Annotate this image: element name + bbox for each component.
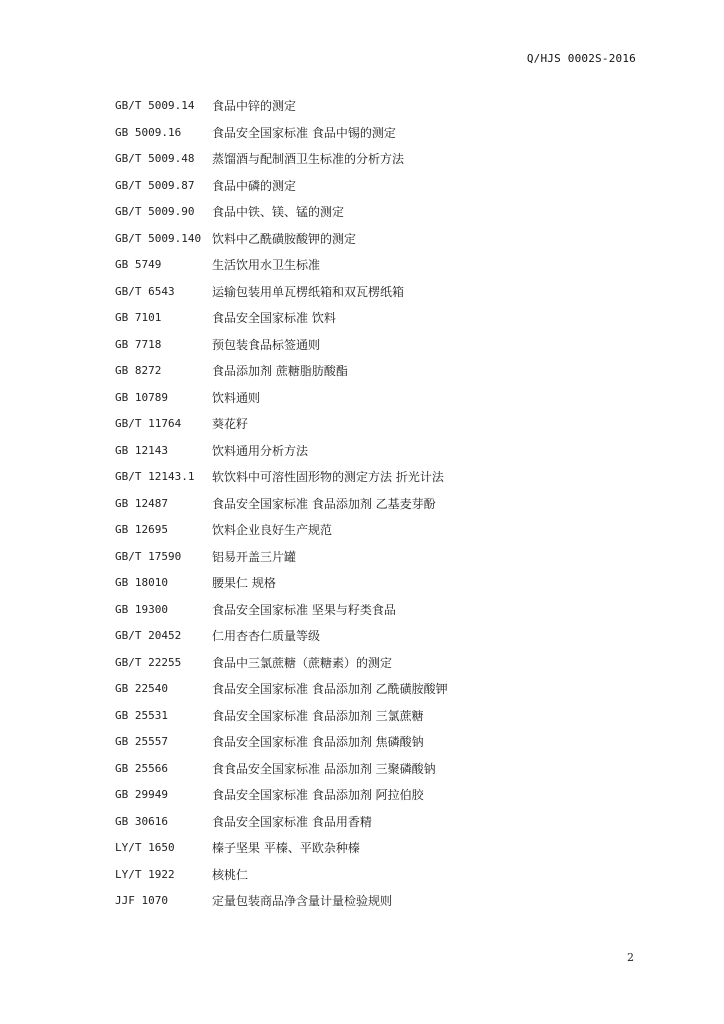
reference-code: GB/T 17590 bbox=[115, 549, 182, 563]
reference-code: LY/T 1922 bbox=[115, 867, 175, 881]
reference-title: 饮料通用分析方法 bbox=[212, 443, 309, 458]
reference-row bbox=[115, 653, 615, 680]
reference-code: GB 18010 bbox=[115, 576, 168, 589]
reference-code: LY/T 1650 bbox=[115, 841, 175, 854]
reference-row bbox=[115, 573, 615, 600]
reference-title: 食品安全国家标准 食品添加剂 乙基麦芽酚 bbox=[212, 496, 436, 511]
reference-code: GB 5009.16 bbox=[115, 125, 182, 139]
reference-title: 食品安全国家标准 食品添加剂 阿拉伯胶 bbox=[212, 788, 424, 802]
reference-row bbox=[115, 255, 615, 282]
reference-row bbox=[115, 441, 615, 468]
reference-title: 食品中三氯蔗糖（蔗糖素）的测定 bbox=[212, 655, 393, 670]
reference-title: 生活饮用水卫生标准 bbox=[212, 258, 321, 272]
page-number: 2 bbox=[627, 951, 634, 964]
reference-row bbox=[115, 891, 615, 918]
reference-row bbox=[115, 600, 615, 627]
reference-row bbox=[115, 202, 615, 229]
reference-row bbox=[115, 335, 615, 362]
reference-title: 食品中锌的测定 bbox=[212, 99, 297, 113]
reference-row bbox=[115, 467, 615, 494]
reference-code: GB 25557 bbox=[115, 735, 168, 748]
reference-row bbox=[115, 812, 615, 839]
reference-code: GB 8272 bbox=[115, 364, 162, 377]
reference-title: 榛子坚果 平榛、平欧杂种榛 bbox=[212, 841, 360, 855]
reference-code: GB 29949 bbox=[115, 788, 168, 801]
reference-title: 食品安全国家标准 食品添加剂 焦磷酸钠 bbox=[212, 735, 424, 749]
reference-title: 蒸馏酒与配制酒卫生标准的分析方法 bbox=[212, 152, 405, 166]
reference-code: GB/T 5009.140 bbox=[115, 231, 202, 245]
reference-row bbox=[115, 229, 615, 256]
reference-code: GB 5749 bbox=[115, 258, 162, 271]
reference-title: 葵花籽 bbox=[212, 417, 249, 431]
reference-row bbox=[115, 388, 615, 415]
reference-row bbox=[115, 123, 615, 150]
reference-title: 饮料通则 bbox=[212, 390, 261, 405]
reference-row bbox=[115, 149, 615, 176]
reference-row bbox=[115, 520, 615, 547]
reference-title: 铝易开盖三片罐 bbox=[212, 549, 297, 564]
reference-title: 食品中磷的测定 bbox=[212, 178, 297, 193]
reference-row bbox=[115, 865, 615, 892]
reference-row bbox=[115, 732, 615, 759]
reference-row bbox=[115, 785, 615, 812]
reference-code: GB/T 6543 bbox=[115, 284, 175, 298]
reference-row bbox=[115, 361, 615, 388]
reference-row bbox=[115, 706, 615, 733]
reference-title: 食食品安全国家标准 品添加剂 三聚磷酸钠 bbox=[212, 761, 436, 776]
reference-title: 核桃仁 bbox=[212, 867, 249, 882]
reference-code: JJF 1070 bbox=[115, 894, 168, 907]
reference-code: GB 25531 bbox=[115, 708, 168, 722]
reference-row bbox=[115, 626, 615, 653]
reference-row bbox=[115, 308, 615, 335]
reference-code: GB 12487 bbox=[115, 496, 168, 510]
reference-row bbox=[115, 838, 615, 865]
reference-code: GB/T 5009.90 bbox=[115, 205, 195, 218]
reference-code: GB 12695 bbox=[115, 523, 168, 536]
reference-code: GB/T 22255 bbox=[115, 655, 182, 669]
reference-row bbox=[115, 547, 615, 574]
reference-title: 食品安全国家标准 食品用香精 bbox=[212, 814, 372, 829]
reference-row bbox=[115, 494, 615, 521]
reference-code: GB/T 5009.14 bbox=[115, 99, 195, 112]
reference-title: 腰果仁 规格 bbox=[212, 576, 276, 590]
document-code: Q/HJS 0002S-2016 bbox=[526, 52, 636, 65]
reference-title: 定量包装商品净含量计量检验规则 bbox=[212, 894, 393, 908]
reference-code: GB 25566 bbox=[115, 761, 168, 775]
reference-title: 食品安全国家标准 食品中锡的测定 bbox=[212, 125, 396, 140]
reference-title: 饮料中乙酰磺胺酸钾的测定 bbox=[212, 231, 357, 246]
reference-row bbox=[115, 96, 615, 123]
normative-references-list bbox=[115, 96, 615, 918]
reference-title: 食品安全国家标准 食品添加剂 三氯蔗糖 bbox=[212, 708, 424, 723]
reference-row bbox=[115, 414, 615, 441]
reference-title: 运输包装用单瓦楞纸箱和双瓦楞纸箱 bbox=[212, 284, 405, 299]
reference-code: GB/T 20452 bbox=[115, 629, 182, 642]
reference-title: 食品安全国家标准 食品添加剂 乙酰磺胺酸钾 bbox=[212, 682, 448, 696]
reference-row bbox=[115, 176, 615, 203]
reference-row bbox=[115, 759, 615, 786]
reference-row bbox=[115, 679, 615, 706]
reference-code: GB 10789 bbox=[115, 390, 168, 404]
reference-title: 食品添加剂 蔗糖脂肪酸酯 bbox=[212, 364, 348, 378]
reference-title: 食品安全国家标准 坚果与籽类食品 bbox=[212, 602, 396, 617]
reference-title: 饮料企业良好生产规范 bbox=[212, 523, 333, 537]
reference-title: 仁用杏杏仁质量等级 bbox=[212, 629, 321, 643]
reference-code: GB/T 11764 bbox=[115, 417, 182, 430]
reference-title: 预包装食品标签通则 bbox=[212, 337, 321, 352]
reference-row bbox=[115, 282, 615, 309]
reference-code: GB 12143 bbox=[115, 443, 168, 457]
reference-title: 软饮料中可溶性固形物的测定方法 折光计法 bbox=[212, 470, 444, 484]
reference-code: GB 22540 bbox=[115, 682, 168, 695]
reference-code: GB 30616 bbox=[115, 814, 168, 828]
reference-title: 食品中铁、镁、锰的测定 bbox=[212, 205, 345, 219]
reference-code: GB/T 5009.87 bbox=[115, 178, 195, 192]
reference-code: GB 7718 bbox=[115, 337, 162, 351]
reference-code: GB 19300 bbox=[115, 602, 168, 616]
reference-code: GB/T 12143.1 bbox=[115, 470, 195, 483]
reference-code: GB 7101 bbox=[115, 311, 162, 324]
reference-code: GB/T 5009.48 bbox=[115, 152, 195, 165]
reference-title: 食品安全国家标准 饮料 bbox=[212, 311, 336, 325]
